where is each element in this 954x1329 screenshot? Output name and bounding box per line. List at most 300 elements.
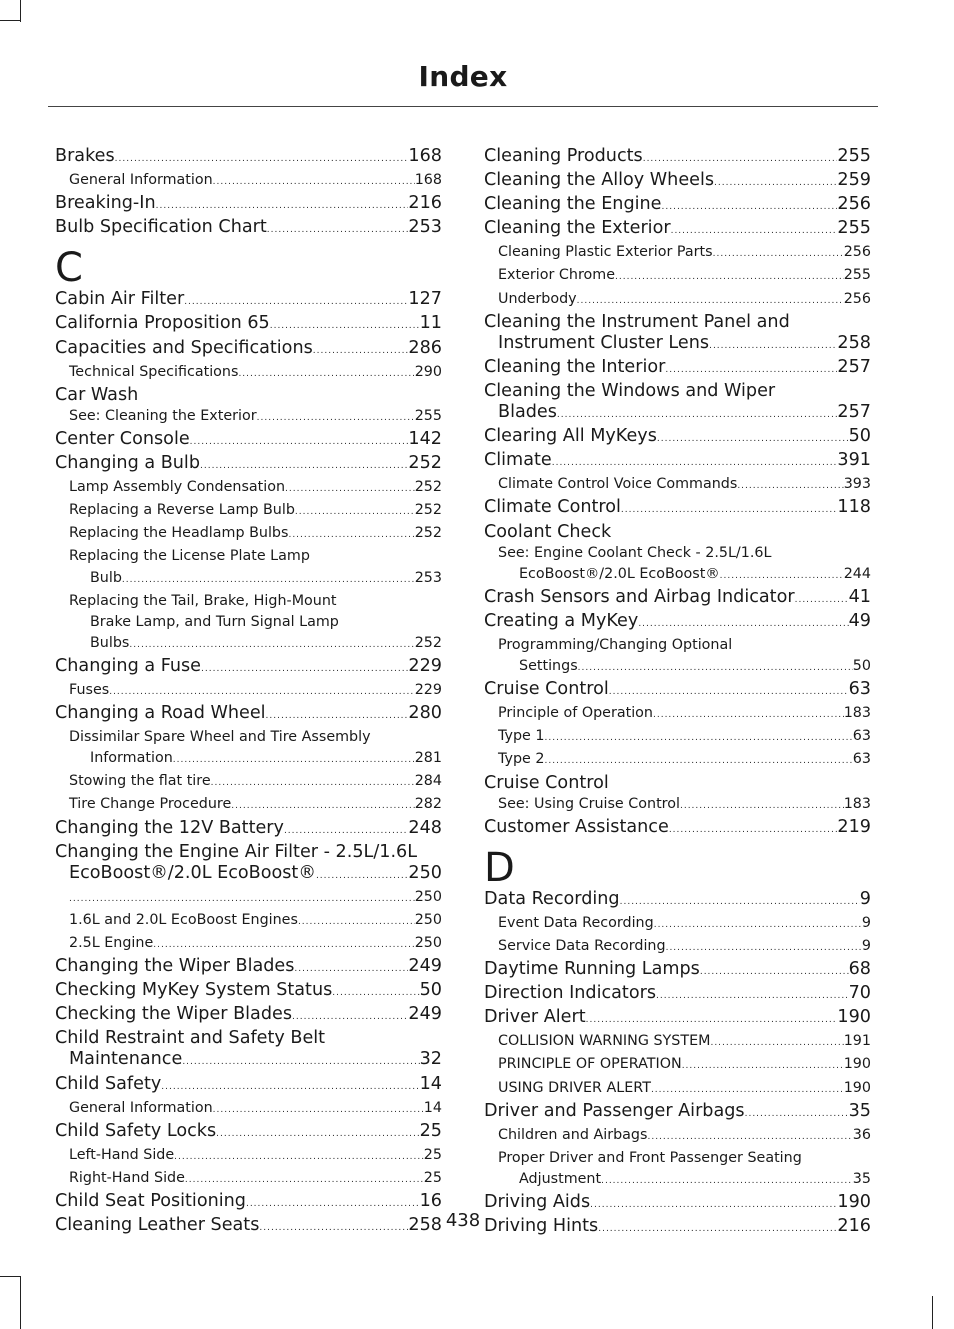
- dot-leader: [284, 821, 408, 842]
- entry-page-number[interactable]: 50: [419, 980, 442, 1001]
- entry-page-number[interactable]: 11: [419, 313, 442, 334]
- entry-page-number[interactable]: 216: [408, 193, 442, 214]
- page-number: 438: [445, 1210, 481, 1231]
- entry-label: Programming/Changing Optional: [498, 636, 733, 653]
- dot-leader: [109, 682, 415, 703]
- index-entry[interactable]: [55, 289, 442, 313]
- index-subentry: [484, 543, 871, 564]
- crop-mark-top-left-h: [0, 20, 20, 21]
- index-entry[interactable]: [484, 817, 871, 841]
- index-subentry[interactable]: [55, 633, 442, 656]
- index-subentry[interactable]: [484, 1031, 871, 1054]
- entry-label: USING DRIVER ALERT: [498, 1079, 651, 1096]
- dot-leader: [257, 408, 415, 429]
- entry-page-number[interactable]: 63: [852, 728, 871, 745]
- dot-leader: [609, 682, 849, 703]
- entry-label: Climate: [484, 450, 552, 471]
- dot-leader: [680, 796, 844, 817]
- entry-label: Changing the Engine Air Filter - 2.5L/1.6L: [55, 841, 418, 862]
- index-subentry[interactable]: [55, 933, 442, 956]
- index-subentry[interactable]: [55, 1168, 442, 1191]
- entry-page-number[interactable]: 191: [843, 1033, 871, 1050]
- entry-page-number[interactable]: 190: [843, 1056, 871, 1073]
- index-subentry[interactable]: [55, 362, 442, 385]
- index-subentry: [484, 1148, 871, 1169]
- entry-page-number[interactable]: 168: [414, 172, 442, 189]
- entry-label: Cleaning the Instrument Panel and: [484, 311, 790, 332]
- entry-label: Driver Alert: [484, 1007, 586, 1028]
- entry-page-number[interactable]: 256: [843, 244, 871, 261]
- entry-label: Cleaning Plastic Exterior Parts: [498, 244, 713, 261]
- index-entry[interactable]: [55, 1004, 442, 1028]
- entry-label: Event Data Recording: [498, 914, 654, 931]
- entry-page-number[interactable]: 190: [843, 1079, 871, 1096]
- index-subentry[interactable]: [55, 523, 442, 546]
- entry-label: Brakes: [55, 146, 115, 166]
- index-entry[interactable]: [55, 1074, 442, 1098]
- entry-page-number[interactable]: 252: [414, 502, 442, 519]
- entry-page-number[interactable]: 253: [414, 569, 442, 586]
- entry-page-number[interactable]: 190: [837, 1007, 871, 1028]
- index-entry[interactable]: [55, 703, 442, 727]
- index-entry[interactable]: [484, 194, 871, 218]
- entry-page-number[interactable]: 250: [408, 862, 442, 883]
- entry-page-number[interactable]: 41: [848, 586, 871, 607]
- entry-label: Exterior Chrome: [498, 267, 615, 284]
- index-subentry[interactable]: [484, 726, 871, 749]
- index-column-left: [55, 146, 442, 1239]
- entry-label: Fuses: [69, 681, 110, 698]
- entry-page-number[interactable]: 280: [408, 703, 442, 724]
- index-subentry: [55, 612, 442, 633]
- page-title: Index: [418, 60, 508, 93]
- entry-page-number[interactable]: 259: [837, 170, 871, 191]
- dot-leader: [577, 291, 844, 312]
- entry-label: Underbody: [498, 290, 577, 307]
- entry-label: Bulb Specification Chart: [55, 217, 267, 238]
- dot-leader: [654, 915, 862, 936]
- index-entry[interactable]: [484, 679, 871, 703]
- index-entry[interactable]: [484, 450, 871, 474]
- dot-leader: [795, 590, 849, 611]
- index-entry[interactable]: [484, 497, 871, 521]
- index-subentry[interactable]: [55, 771, 442, 794]
- index-subentry: [55, 727, 442, 748]
- entry-label: Climate Control Voice Commands: [498, 476, 738, 493]
- entry-page-number[interactable]: 183: [843, 705, 871, 722]
- entry-label: Type 1: [498, 728, 545, 745]
- entry-page-number[interactable]: 284: [414, 773, 442, 790]
- index-subentry[interactable]: [484, 936, 871, 959]
- dot-leader: [184, 292, 408, 313]
- index-entry[interactable]: [484, 1101, 871, 1125]
- index-subentry[interactable]: [55, 910, 442, 933]
- entry-label: Replacing the License Plate Lamp: [69, 548, 310, 565]
- index-subentry[interactable]: [55, 887, 442, 910]
- index-entry[interactable]: [484, 611, 871, 635]
- entry-label: Data Recording: [484, 888, 620, 909]
- index-entry[interactable]: [55, 818, 442, 842]
- entry-label: Bulb: [90, 569, 122, 586]
- index-subentry[interactable]: [484, 749, 871, 772]
- entry-label: Replacing a Reverse Lamp Bulb: [69, 502, 295, 519]
- index-entry: [484, 312, 871, 333]
- entry-page-number[interactable]: 168: [408, 146, 442, 166]
- index-subentry[interactable]: [55, 1098, 442, 1121]
- entry-page-number[interactable]: 32: [419, 1049, 442, 1070]
- entry-label: PRINCIPLE OF OPERATION: [498, 1056, 682, 1073]
- entry-page-number[interactable]: 258: [837, 332, 871, 353]
- dot-leader: [115, 149, 409, 170]
- index-subentry[interactable]: [484, 474, 871, 497]
- index-subentry[interactable]: [484, 656, 871, 679]
- dot-leader: [544, 728, 852, 749]
- entry-page-number[interactable]: 70: [848, 983, 871, 1004]
- dot-leader: [657, 429, 849, 450]
- index-subentry[interactable]: [55, 477, 442, 500]
- entry-page-number[interactable]: 257: [837, 356, 871, 377]
- entry-page-number[interactable]: 50: [852, 658, 871, 675]
- section-letter: C: [55, 245, 83, 292]
- index-entry[interactable]: [55, 656, 442, 680]
- dot-leader: [201, 659, 408, 680]
- entry-label: Changing the 12V Battery: [55, 817, 284, 838]
- index-subentry[interactable]: [484, 794, 871, 817]
- index-subentry[interactable]: [484, 289, 871, 312]
- dot-leader: [578, 658, 853, 679]
- entry-label: Direction Indicators: [484, 983, 656, 1004]
- entry-page-number[interactable]: 249: [408, 956, 442, 977]
- entry-page-number[interactable]: 282: [414, 796, 442, 813]
- entry-label: Cleaning the Alloy Wheels: [484, 170, 715, 191]
- dot-leader: [211, 773, 415, 794]
- index-entry[interactable]: [55, 1049, 442, 1073]
- entry-page-number[interactable]: 255: [837, 146, 871, 166]
- entry-page-number[interactable]: 63: [852, 751, 871, 768]
- entry-page-number[interactable]: 252: [414, 479, 442, 496]
- entry-page-number[interactable]: 183: [843, 795, 871, 812]
- entry-label: Crash Sensors and Airbag Indicator: [484, 586, 795, 607]
- entry-label: Climate Control: [484, 497, 621, 518]
- entry-page-number[interactable]: 25: [423, 1169, 442, 1186]
- entry-label: Child Restraint and Safety Belt: [55, 1028, 326, 1049]
- index-entry[interactable]: [55, 338, 442, 362]
- entry-label: Daytime Running Lamps: [484, 959, 700, 980]
- entry-label: Replacing the Tail, Brake, High-Mount: [69, 592, 337, 609]
- entry-page-number[interactable]: 36: [852, 1126, 871, 1143]
- index-subentry[interactable]: [484, 242, 871, 265]
- entry-page-number[interactable]: 391: [837, 450, 871, 471]
- index-entry: [484, 381, 871, 402]
- entry-page-number[interactable]: 281: [414, 750, 442, 767]
- dot-leader: [714, 173, 837, 194]
- dot-leader: [656, 986, 849, 1007]
- entry-label: See: Cleaning the Exterior: [69, 407, 257, 424]
- dot-leader: [288, 525, 414, 546]
- index-entry[interactable]: [55, 217, 442, 241]
- entry-label: California Proposition 65: [55, 313, 270, 334]
- entry-page-number[interactable]: 127: [408, 289, 442, 310]
- entry-label: Child Safety Locks: [55, 1120, 217, 1141]
- dot-leader: [586, 1010, 838, 1031]
- entry-page-number[interactable]: 250: [414, 911, 442, 928]
- dot-leader: [182, 1052, 419, 1073]
- index-entry[interactable]: [55, 956, 442, 980]
- dot-leader: [669, 820, 838, 841]
- index-entry[interactable]: [55, 453, 442, 477]
- entry-label: See: Using Cruise Control: [498, 795, 680, 812]
- entry-label: Checking MyKey System Status: [55, 980, 333, 1001]
- entry-label: Replacing the Headlamp Bulbs: [69, 525, 289, 542]
- entry-label: Driving Hints: [484, 1216, 599, 1237]
- index-entry[interactable]: [484, 218, 871, 242]
- dot-leader: [213, 1100, 424, 1121]
- index-subentry[interactable]: [484, 1054, 871, 1077]
- entry-page-number[interactable]: 9: [859, 888, 871, 909]
- entry-label: Car Wash: [55, 384, 139, 405]
- dot-leader: [285, 479, 415, 500]
- entry-page-number[interactable]: 14: [419, 1073, 442, 1094]
- entry-page-number[interactable]: 118: [837, 497, 871, 518]
- dot-leader: [713, 244, 844, 265]
- crop-mark-top-left-v: [20, 0, 21, 22]
- entry-label: Cleaning Products: [484, 146, 643, 166]
- entry-page-number[interactable]: 16: [419, 1191, 442, 1212]
- index-subentry[interactable]: [484, 1078, 871, 1101]
- entry-page-number[interactable]: 190: [837, 1192, 871, 1213]
- entry-label: Cleaning the Engine: [484, 194, 662, 215]
- entry-label: Lamp Assembly Condensation: [69, 479, 286, 496]
- entry-page-number[interactable]: 253: [408, 217, 442, 238]
- title-rule: [48, 106, 878, 107]
- entry-page-number[interactable]: 252: [414, 634, 442, 651]
- dot-leader: [720, 566, 844, 587]
- entry-page-number[interactable]: 229: [408, 655, 442, 676]
- dot-leader: [122, 570, 415, 591]
- entry-label: Cabin Air Filter: [55, 289, 185, 310]
- dot-leader: [156, 196, 409, 217]
- entry-page-number[interactable]: 256: [837, 194, 871, 215]
- entry-label: Child Seat Positioning: [55, 1191, 246, 1212]
- dot-leader: [173, 750, 415, 771]
- entry-label: Cleaning the Interior: [484, 356, 666, 377]
- index-column-right: [484, 146, 871, 1240]
- index-subentry[interactable]: [484, 1125, 871, 1148]
- dot-leader: [601, 1171, 853, 1192]
- dot-leader: [190, 432, 409, 453]
- index-subentry[interactable]: [55, 748, 442, 771]
- dot-leader: [666, 938, 862, 959]
- index-subentry[interactable]: [55, 794, 442, 817]
- index-subentry[interactable]: [55, 1145, 442, 1168]
- dot-leader: [316, 866, 408, 887]
- index-entry: [55, 842, 442, 863]
- entry-label: Changing the Wiper Blades: [55, 956, 295, 977]
- index-subentry[interactable]: [484, 1169, 871, 1192]
- entry-page-number[interactable]: 25: [419, 1120, 442, 1141]
- index-entry[interactable]: [484, 146, 871, 170]
- entry-label: Principle of Operation: [498, 705, 653, 722]
- entry-label: Creating a MyKey: [484, 610, 639, 631]
- entry-page-number[interactable]: 255: [837, 218, 871, 239]
- index-entry[interactable]: [484, 170, 871, 194]
- entry-label: Adjustment: [519, 1170, 602, 1187]
- entry-label: Changing a Fuse: [55, 655, 202, 676]
- entry-page-number[interactable]: 219: [837, 816, 871, 837]
- dot-leader: [647, 1127, 852, 1148]
- dot-leader: [231, 796, 414, 817]
- entry-page-number[interactable]: 255: [414, 407, 442, 424]
- entry-label: Stowing the flat tire: [69, 773, 211, 790]
- entry-page-number[interactable]: 9: [861, 938, 871, 954]
- dot-leader: [298, 912, 415, 933]
- index-entry[interactable]: [484, 983, 871, 1007]
- dot-leader: [185, 1170, 424, 1191]
- index-subentry[interactable]: [55, 568, 442, 591]
- index-subentry[interactable]: [484, 913, 871, 936]
- index-entry[interactable]: [484, 889, 871, 913]
- entry-label: EcoBoost®/2.0L EcoBoost®: [69, 862, 316, 883]
- index-subentry[interactable]: [55, 680, 442, 703]
- entry-label: Coolant Check: [484, 521, 612, 542]
- dot-leader: [153, 935, 414, 956]
- entry-page-number[interactable]: 250: [414, 888, 442, 905]
- crop-mark-bottom-right-v: [932, 1296, 933, 1329]
- entry-label: COLLISION WARNING SYSTEM: [498, 1033, 711, 1050]
- entry-label: Driver and Passenger Airbags: [484, 1100, 745, 1121]
- entry-page-number[interactable]: 257: [837, 402, 871, 423]
- dot-leader: [544, 751, 852, 772]
- index-entry[interactable]: [55, 980, 442, 1004]
- entry-label: Breaking-In: [55, 193, 156, 214]
- index-entry: [55, 385, 442, 406]
- entry-label: 2.5L Engine: [69, 935, 154, 951]
- entry-page-number[interactable]: 216: [837, 1216, 871, 1237]
- dot-leader: [292, 1007, 408, 1028]
- dot-leader: [213, 172, 415, 193]
- entry-page-number[interactable]: 9: [861, 914, 871, 931]
- entry-page-number[interactable]: 35: [852, 1170, 871, 1187]
- entry-page-number[interactable]: 229: [414, 681, 442, 698]
- entry-label: Service Data Recording: [498, 938, 666, 954]
- dot-leader: [638, 614, 848, 635]
- entry-label: Tire Change Procedure: [69, 796, 232, 813]
- entry-page-number[interactable]: 393: [843, 476, 871, 493]
- index-subentry[interactable]: [484, 703, 871, 726]
- entry-page-number[interactable]: 25: [423, 1146, 442, 1163]
- index-entry[interactable]: [55, 193, 442, 217]
- entry-label: Settings: [519, 658, 578, 675]
- dot-leader: [643, 149, 838, 170]
- entry-label: Type 2: [498, 751, 545, 768]
- dot-leader: [200, 456, 408, 477]
- index-entry[interactable]: [484, 959, 871, 983]
- entry-page-number[interactable]: 63: [848, 679, 871, 700]
- entry-page-number[interactable]: 290: [414, 363, 442, 380]
- dot-leader: [552, 453, 838, 474]
- entry-page-number[interactable]: 252: [408, 453, 442, 474]
- entry-page-number[interactable]: 142: [408, 428, 442, 449]
- index-subentry[interactable]: [55, 406, 442, 429]
- entry-label: Left-Hand Side: [69, 1146, 175, 1163]
- dot-leader: [216, 1124, 419, 1145]
- index-entry[interactable]: [484, 357, 871, 381]
- entry-label: Capacities and Specifications: [55, 337, 313, 358]
- entry-page-number[interactable]: 49: [848, 610, 871, 631]
- entry-label: Dissimilar Spare Wheel and Tire Assembly: [69, 729, 371, 746]
- index-entry[interactable]: [55, 313, 442, 337]
- dot-leader: [653, 705, 844, 726]
- dot-leader: [267, 220, 409, 241]
- entry-page-number[interactable]: 255: [843, 267, 871, 284]
- entry-label: Customer Assistance: [484, 816, 669, 837]
- dot-leader: [662, 197, 838, 218]
- index-entry[interactable]: [484, 402, 871, 426]
- entry-label: Right-Hand Side: [69, 1169, 185, 1186]
- dot-leader: [620, 892, 860, 913]
- entry-label: General Information: [69, 172, 213, 189]
- index-entry[interactable]: [55, 429, 442, 453]
- entry-page-number[interactable]: 249: [408, 1004, 442, 1025]
- entry-label: See: Engine Coolant Check - 2.5L/1.6L: [498, 544, 772, 561]
- dot-leader: [238, 364, 414, 385]
- index-subentry: [55, 591, 442, 612]
- entry-page-number[interactable]: 258: [408, 1215, 442, 1236]
- entry-label: Cleaning the Windows and Wiper: [484, 380, 776, 401]
- entry-page-number[interactable]: 244: [843, 565, 871, 582]
- entry-page-number[interactable]: 35: [848, 1100, 871, 1121]
- index-subentry: [484, 635, 871, 656]
- entry-label: Driving Aids: [484, 1192, 591, 1213]
- dot-leader: [557, 405, 838, 426]
- dot-leader: [651, 1080, 844, 1101]
- index-entry: [484, 522, 871, 543]
- dot-leader: [332, 983, 419, 1004]
- entry-page-number[interactable]: 68: [848, 959, 871, 980]
- index-subentry[interactable]: [55, 500, 442, 523]
- index-subentry[interactable]: [484, 265, 871, 288]
- entry-label: Technical Specifications: [69, 363, 239, 380]
- index-entry[interactable]: [55, 146, 442, 170]
- dot-leader: [709, 336, 837, 357]
- entry-page-number[interactable]: 248: [408, 817, 442, 838]
- index-entry[interactable]: [484, 587, 871, 611]
- index-subentry[interactable]: [55, 170, 442, 193]
- entry-label: Cruise Control: [484, 679, 609, 700]
- index-entry[interactable]: [55, 1121, 442, 1145]
- dot-leader: [745, 1104, 849, 1125]
- entry-page-number[interactable]: 50: [848, 426, 871, 447]
- entry-page-number[interactable]: 250: [414, 935, 442, 951]
- entry-label: Blades: [498, 402, 557, 423]
- index-entry[interactable]: [55, 863, 442, 887]
- crop-mark-bottom-left-h: [0, 1276, 20, 1277]
- index-subentry[interactable]: [484, 564, 871, 587]
- dot-leader: [621, 500, 838, 521]
- index-entry[interactable]: [484, 333, 871, 357]
- entry-page-number[interactable]: 14: [423, 1099, 442, 1116]
- index-entry[interactable]: [484, 1007, 871, 1031]
- entry-label: Clearing All MyKeys: [484, 426, 657, 447]
- entry-page-number[interactable]: 256: [843, 290, 871, 307]
- entry-page-number[interactable]: 252: [414, 525, 442, 542]
- index-subentry: [55, 546, 442, 567]
- dot-leader: [665, 360, 837, 381]
- dot-leader: [129, 635, 414, 656]
- entry-label: Maintenance: [69, 1049, 183, 1070]
- entry-page-number[interactable]: 286: [408, 337, 442, 358]
- index-entry[interactable]: [484, 426, 871, 450]
